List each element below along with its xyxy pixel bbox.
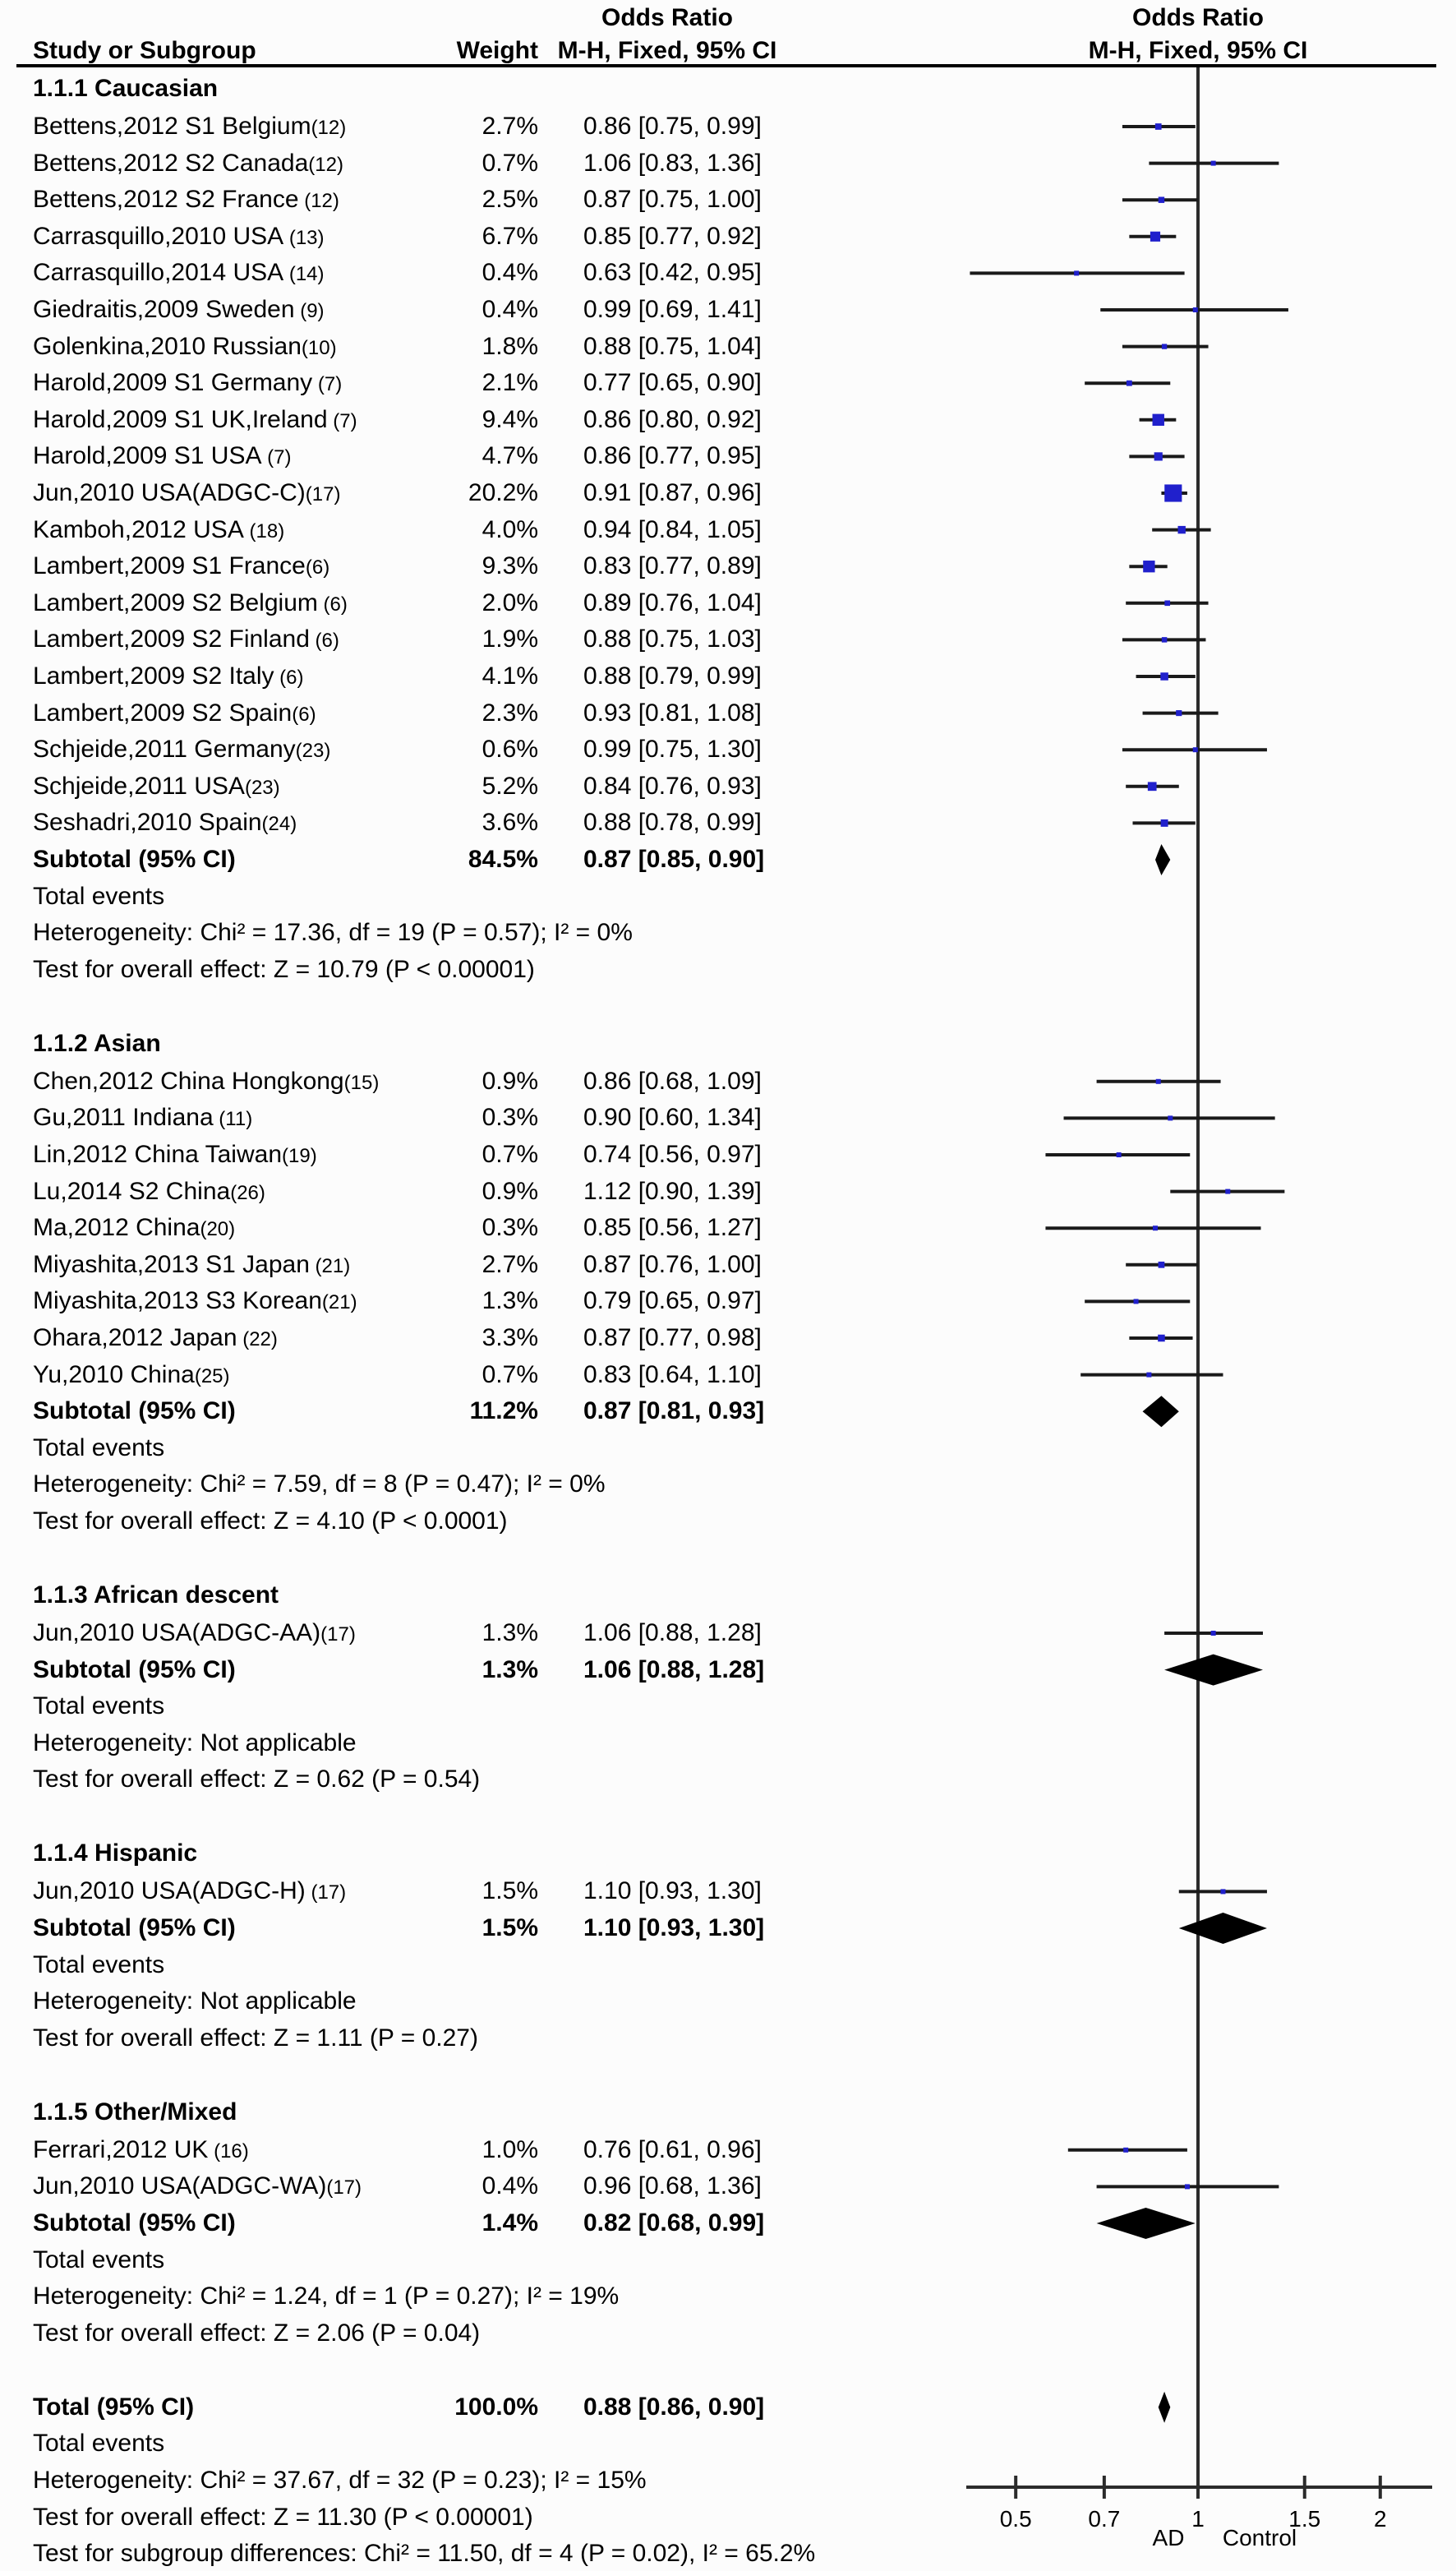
overall-effect-text: Test for overall effect: Z = 1.11 (P = 0.27) — [33, 2024, 478, 2052]
subtotal-weight: 1.3% — [481, 1656, 538, 1683]
effect-square — [1176, 710, 1182, 716]
study-weight: 5.2% — [481, 773, 538, 800]
study-ci-text: 0.87 [0.75, 1.00] — [583, 186, 762, 213]
effect-square — [1160, 672, 1168, 681]
effect-square — [1155, 123, 1162, 130]
study-label: Kamboh,2012 USA (18) — [33, 516, 285, 543]
heterogeneity-text: Heterogeneity: Chi² = 1.24, df = 1 (P = 0.27); I² = 19% — [33, 2283, 620, 2310]
study-ci-text: 0.90 [0.60, 1.34] — [583, 1104, 762, 1131]
study-ci-text: 0.96 [0.68, 1.36] — [583, 2172, 762, 2199]
study-label: Bettens,2012 S1 Belgium(12) — [33, 113, 347, 140]
study-label: Schjeide,2011 USA(23) — [33, 773, 280, 800]
study-ci-text: 0.86 [0.77, 0.95] — [583, 442, 762, 469]
reference-number: (19) — [282, 1145, 317, 1167]
effect-square — [1146, 1373, 1151, 1378]
study-label: Ma,2012 China(20) — [33, 1214, 236, 1241]
heterogeneity-text: Heterogeneity: Not applicable — [33, 1987, 357, 2015]
effect-square — [1156, 1079, 1161, 1084]
reference-number: (26) — [230, 1182, 265, 1204]
study-ci-text: 1.06 [0.83, 1.36] — [583, 150, 762, 177]
study-ci-text: 0.63 [0.42, 0.95] — [583, 259, 762, 286]
study-ci-text: 0.85 [0.56, 1.27] — [583, 1214, 762, 1241]
study-label: Schjeide,2011 Germany(23) — [33, 736, 331, 763]
study-label: Lin,2012 China Taiwan(19) — [33, 1141, 317, 1168]
total-ci-text: 0.88 [0.86, 0.90] — [583, 2393, 765, 2421]
reference-number: (7) — [312, 373, 343, 395]
axis-label-ad: AD — [1152, 2525, 1185, 2550]
study-label: Harold,2009 S1 USA (7) — [33, 442, 292, 469]
study-weight: 0.6% — [481, 736, 538, 763]
subtotal-ci-text: 1.06 [0.88, 1.28] — [583, 1656, 765, 1683]
study-label: Carrasquillo,2014 USA (14) — [33, 259, 325, 286]
total-events-label: Total events — [33, 1434, 165, 1461]
study-label: Lu,2014 S2 China(26) — [33, 1178, 265, 1205]
study-label: Harold,2009 S1 UK,Ireland (7) — [33, 406, 357, 433]
study-weight: 3.6% — [481, 809, 538, 836]
subtotal-weight: 84.5% — [468, 846, 538, 873]
study-weight: 2.5% — [481, 186, 538, 213]
study-weight: 2.7% — [481, 113, 538, 140]
study-label: Chen,2012 China Hongkong(15) — [33, 1068, 380, 1095]
section-header: 1.1.4 Hispanic — [33, 1839, 198, 1867]
study-ci-text: 0.99 [0.69, 1.41] — [583, 296, 762, 323]
effect-square — [1117, 1152, 1122, 1157]
right-method-header: M-H, Fixed, 95% CI — [1088, 37, 1308, 64]
effect-square — [1185, 2184, 1190, 2189]
study-ci-text: 0.99 [0.75, 1.30] — [583, 736, 762, 763]
heterogeneity-text: Heterogeneity: Not applicable — [33, 1729, 357, 1756]
study-ci-text: 0.79 [0.65, 0.97] — [583, 1287, 762, 1314]
axis-label-control: Control — [1222, 2525, 1297, 2550]
subtotal-label: Subtotal (95% CI) — [33, 1914, 236, 1941]
reference-number: (12) — [311, 117, 347, 139]
study-ci-text: 1.10 [0.93, 1.30] — [583, 1877, 762, 1904]
reference-number: (6) — [305, 556, 330, 579]
reference-number: (25) — [194, 1365, 230, 1387]
study-label: Lambert,2009 S1 France(6) — [33, 552, 330, 579]
total-heterogeneity-text: Heterogeneity: Chi² = 37.67, df = 32 (P = 0.23); I² = 15% — [33, 2467, 647, 2494]
study-ci-text: 0.93 [0.81, 1.08] — [583, 699, 762, 727]
reference-number: (15) — [343, 1072, 380, 1094]
effect-square — [1211, 161, 1216, 166]
total-overall-effect-text: Test for overall effect: Z = 11.30 (P < 0.00001) — [33, 2504, 533, 2531]
study-label: Lambert,2009 S2 Spain(6) — [33, 699, 316, 727]
total-events-label: Total events — [33, 1692, 165, 1719]
effect-square — [1150, 232, 1160, 242]
overall-effect-text: Test for overall effect: Z = 4.10 (P < 0.0001) — [33, 1507, 508, 1535]
study-weight: 20.2% — [468, 479, 538, 506]
study-label: Miyashita,2013 S1 Japan (21) — [33, 1251, 351, 1278]
subtotal-ci-text: 0.87 [0.85, 0.90] — [583, 846, 765, 873]
study-ci-text: 0.83 [0.64, 1.10] — [583, 1361, 762, 1388]
total-label: Total (95% CI) — [33, 2393, 195, 2421]
effect-square — [1164, 600, 1170, 606]
reference-number: (6) — [292, 704, 316, 726]
effect-square — [1211, 1631, 1216, 1636]
section-header: 1.1.5 Other/Mixed — [33, 2098, 237, 2126]
axis-tick-label: 2 — [1374, 2506, 1387, 2532]
subtotal-ci-text: 1.10 [0.93, 1.30] — [583, 1914, 765, 1941]
effect-square — [1193, 747, 1198, 752]
effect-square — [1225, 1189, 1230, 1194]
subtotal-weight: 1.4% — [481, 2209, 538, 2236]
subtotal-diamond — [1164, 1655, 1263, 1686]
effect-square — [1153, 414, 1164, 426]
reference-number: (18) — [243, 520, 285, 542]
study-label: Jun,2010 USA(ADGC-H) (17) — [33, 1877, 347, 1904]
effect-square — [1153, 1225, 1158, 1230]
study-weight: 4.1% — [481, 662, 538, 690]
study-label: Jun,2010 USA(ADGC-C)(17) — [33, 479, 341, 506]
reference-number: (17) — [305, 1881, 347, 1904]
study-label: Ferrari,2012 UK (16) — [33, 2136, 249, 2163]
study-ci-text: 0.74 [0.56, 0.97] — [583, 1141, 762, 1168]
axis-tick-label: 0.7 — [1088, 2506, 1121, 2532]
reference-number: (20) — [200, 1218, 236, 1240]
study-ci-text: 1.12 [0.90, 1.39] — [583, 1178, 762, 1205]
left-effect-header: Odds Ratio — [601, 4, 733, 31]
study-weight: 0.3% — [481, 1104, 538, 1131]
study-ci-text: 0.87 [0.76, 1.00] — [583, 1251, 762, 1278]
reference-number: (7) — [327, 410, 357, 432]
reference-number: (6) — [317, 593, 348, 616]
study-weight: 2.0% — [481, 589, 538, 616]
study-weight: 2.1% — [481, 369, 538, 396]
reference-number: (23) — [244, 777, 280, 799]
reference-number: (24) — [261, 813, 297, 835]
subtotal-diamond — [1097, 2208, 1196, 2239]
study-weight: 1.3% — [481, 1619, 538, 1646]
study-weight: 1.9% — [481, 625, 538, 653]
study-label: Miyashita,2013 S3 Korean(21) — [33, 1287, 357, 1314]
study-weight: 1.0% — [481, 2136, 538, 2163]
effect-square — [1159, 1262, 1165, 1268]
effect-square — [1143, 561, 1154, 572]
study-weight: 0.4% — [481, 296, 538, 323]
heterogeneity-text: Heterogeneity: Chi² = 7.59, df = 8 (P = 0.47); I² = 0% — [33, 1470, 606, 1498]
effect-square — [1220, 1889, 1225, 1894]
subtotal-label: Subtotal (95% CI) — [33, 1656, 236, 1683]
effect-square — [1162, 637, 1167, 642]
subtotal-diamond — [1179, 1913, 1267, 1944]
study-weight: 1.3% — [481, 1287, 538, 1314]
effect-square — [1159, 196, 1164, 202]
subtotal-label: Subtotal (95% CI) — [33, 1397, 236, 1424]
study-label: Lambert,2009 S2 Belgium (6) — [33, 589, 348, 616]
study-ci-text: 0.83 [0.77, 0.89] — [583, 552, 762, 579]
total-events-label: Total events — [33, 883, 165, 910]
section-header: 1.1.2 Asian — [33, 1030, 161, 1057]
study-ci-text: 0.84 [0.76, 0.93] — [583, 773, 762, 800]
reference-number: (6) — [309, 630, 339, 652]
study-ci-text: 0.91 [0.87, 0.96] — [583, 479, 762, 506]
axis-tick-label: 0.5 — [999, 2506, 1032, 2532]
weight-column-header: Weight — [456, 37, 538, 64]
reference-number: (12) — [308, 154, 343, 176]
effect-square — [1154, 452, 1163, 460]
subtotal-label: Subtotal (95% CI) — [33, 2209, 236, 2236]
subtotal-ci-text: 0.82 [0.68, 0.99] — [583, 2209, 765, 2236]
study-ci-text: 0.77 [0.65, 0.90] — [583, 369, 762, 396]
study-ci-text: 0.89 [0.76, 1.04] — [583, 589, 762, 616]
reference-number: (21) — [321, 1291, 357, 1313]
reference-number: (10) — [301, 337, 337, 359]
reference-number: (17) — [326, 2176, 362, 2199]
study-ci-text: 0.88 [0.79, 0.99] — [583, 662, 762, 690]
study-ci-text: 0.86 [0.75, 0.99] — [583, 113, 762, 140]
study-ci-text: 0.85 [0.77, 0.92] — [583, 223, 762, 250]
study-label: Jun,2010 USA(ADGC-AA)(17) — [33, 1619, 356, 1646]
study-label: Gu,2011 Indiana (11) — [33, 1104, 253, 1131]
study-weight: 9.3% — [481, 552, 538, 579]
study-label: Bettens,2012 S2 France (12) — [33, 186, 339, 213]
study-label: Seshadri,2010 Spain(24) — [33, 809, 297, 836]
subtotal-weight: 1.5% — [481, 1914, 538, 1941]
effect-square — [1123, 2148, 1128, 2153]
effect-square — [1148, 782, 1157, 791]
total-weight: 100.0% — [454, 2393, 538, 2421]
study-label: Jun,2010 USA(ADGC-WA)(17) — [33, 2172, 362, 2199]
study-weight: 2.7% — [481, 1251, 538, 1278]
left-method-header: M-H, Fixed, 95% CI — [557, 37, 777, 64]
subtotal-weight: 11.2% — [469, 1397, 538, 1424]
reference-number: (21) — [309, 1255, 351, 1277]
subgroup-differences-text: Test for subgroup differences: Chi² = 11.50, df = 4 (P = 0.02), I² = 65.2% — [33, 2540, 816, 2567]
reference-number: (17) — [320, 1623, 356, 1646]
reference-number: (17) — [305, 483, 341, 505]
study-ci-text: 0.94 [0.84, 1.05] — [583, 516, 762, 543]
study-weight: 1.5% — [481, 1877, 538, 1904]
overall-effect-text: Test for overall effect: Z = 2.06 (P = 0.04) — [33, 2319, 481, 2347]
study-weight: 0.9% — [481, 1068, 538, 1095]
study-ci-text: 0.86 [0.68, 1.09] — [583, 1068, 762, 1095]
right-effect-header: Odds Ratio — [1131, 4, 1264, 31]
study-label: Lambert,2009 S2 Italy (6) — [33, 662, 304, 690]
effect-square — [1127, 381, 1132, 386]
effect-square — [1074, 270, 1079, 275]
effect-square — [1177, 526, 1185, 533]
effect-square — [1158, 1335, 1165, 1342]
total-diamond — [1159, 2392, 1171, 2423]
reference-number: (16) — [208, 2140, 249, 2163]
subtotal-label: Subtotal (95% CI) — [33, 846, 236, 873]
study-ci-text: 0.88 [0.78, 0.99] — [583, 809, 762, 836]
section-header: 1.1.1 Caucasian — [33, 75, 219, 102]
study-ci-text: 0.88 [0.75, 1.03] — [583, 625, 762, 653]
effect-square — [1161, 819, 1168, 827]
study-weight: 9.4% — [481, 406, 538, 433]
study-label: Golenkina,2010 Russian(10) — [33, 333, 337, 360]
study-label: Ohara,2012 Japan (22) — [33, 1324, 278, 1351]
subtotal-diamond — [1155, 844, 1170, 875]
study-weight: 0.4% — [481, 2172, 538, 2199]
heterogeneity-text: Heterogeneity: Chi² = 17.36, df = 19 (P = 0.57); I² = 0% — [33, 919, 633, 946]
effect-square — [1193, 307, 1198, 312]
reference-number: (12) — [298, 190, 339, 212]
study-weight: 4.0% — [481, 516, 538, 543]
study-weight: 0.4% — [481, 259, 538, 286]
study-weight: 2.3% — [481, 699, 538, 727]
study-weight: 1.8% — [481, 333, 538, 360]
reference-number: (13) — [283, 227, 325, 249]
study-weight: 0.7% — [481, 1141, 538, 1168]
total-events-label: Total events — [33, 2430, 165, 2457]
study-column-header: Study or Subgroup — [33, 37, 256, 64]
overall-effect-text: Test for overall effect: Z = 0.62 (P = 0.54) — [33, 1766, 481, 1793]
effect-square — [1134, 1299, 1139, 1304]
reference-number: (14) — [283, 263, 325, 285]
study-label: Lambert,2009 S2 Finland (6) — [33, 625, 339, 653]
total-events-label: Total events — [33, 2246, 165, 2273]
study-ci-text: 1.06 [0.88, 1.28] — [583, 1619, 762, 1646]
reference-number: (11) — [213, 1108, 253, 1130]
effect-square — [1168, 1115, 1173, 1120]
study-label: Bettens,2012 S2 Canada(12) — [33, 150, 343, 177]
study-ci-text: 0.87 [0.77, 0.98] — [583, 1324, 762, 1351]
study-ci-text: 0.88 [0.75, 1.04] — [583, 333, 762, 360]
study-weight: 0.9% — [481, 1178, 538, 1205]
overall-effect-text: Test for overall effect: Z = 10.79 (P < 0.00001) — [33, 956, 535, 983]
section-header: 1.1.3 African descent — [33, 1581, 279, 1609]
study-ci-text: 0.86 [0.80, 0.92] — [583, 406, 762, 433]
study-label: Carrasquillo,2010 USA (13) — [33, 223, 325, 250]
study-weight: 0.7% — [481, 150, 538, 177]
subtotal-ci-text: 0.87 [0.81, 0.93] — [583, 1397, 765, 1424]
study-label: Giedraitis,2009 Sweden (9) — [33, 296, 325, 323]
study-label: Harold,2009 S1 Germany (7) — [33, 369, 343, 396]
axis-tick-label: 1.5 — [1288, 2506, 1321, 2532]
subtotal-diamond — [1143, 1396, 1179, 1427]
study-weight: 4.7% — [481, 442, 538, 469]
effect-square — [1162, 344, 1167, 348]
reference-number: (7) — [261, 446, 292, 469]
reference-number: (6) — [274, 667, 304, 689]
study-ci-text: 0.76 [0.61, 0.96] — [583, 2136, 762, 2163]
study-weight: 0.3% — [481, 1214, 538, 1241]
study-label: Yu,2010 China(25) — [33, 1361, 230, 1388]
axis-tick-label: 1 — [1191, 2506, 1205, 2532]
effect-square — [1164, 484, 1182, 501]
reference-number: (23) — [295, 740, 331, 762]
reference-number: (9) — [294, 300, 325, 322]
total-events-label: Total events — [33, 1951, 165, 1978]
study-weight: 0.7% — [481, 1361, 538, 1388]
study-weight: 3.3% — [481, 1324, 538, 1351]
reference-number: (22) — [237, 1328, 278, 1350]
study-weight: 6.7% — [481, 223, 538, 250]
